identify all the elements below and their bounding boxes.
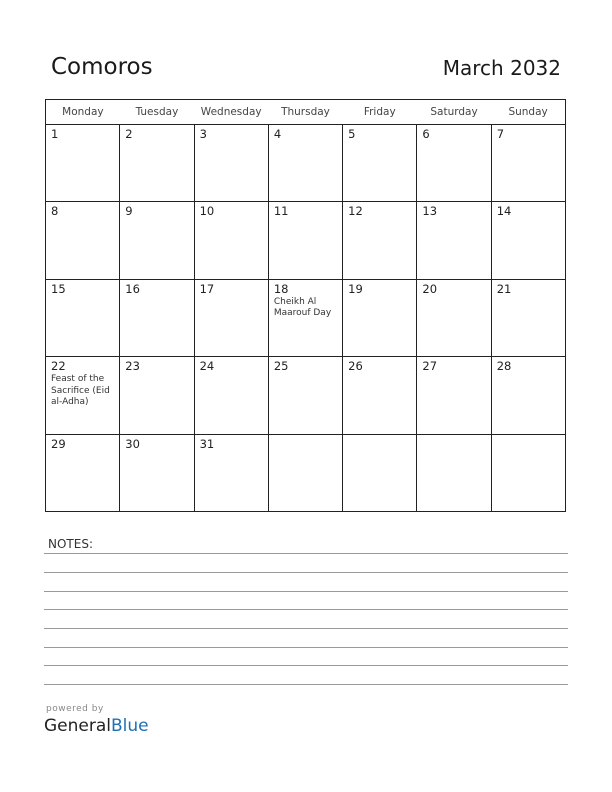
day-cell: [46, 357, 120, 434]
day-number: 28: [496, 359, 512, 374]
calendar-grid: [45, 99, 566, 512]
day-cell: [491, 125, 565, 202]
day-cell: [343, 202, 417, 279]
weekday-header: Monday: [46, 100, 120, 125]
day-cell: [491, 357, 565, 434]
weekday-header: Wednesday: [194, 100, 268, 125]
day-number: 9: [125, 204, 133, 219]
day-number: 3: [199, 127, 207, 141]
day-cell: [491, 202, 565, 279]
day-number: 14: [496, 204, 512, 219]
day-cell: [268, 125, 342, 202]
day-cell: [46, 202, 120, 279]
day-cell: [120, 357, 194, 434]
day-cell: [120, 125, 194, 202]
day-cell: [343, 434, 417, 511]
day-number: 23: [125, 359, 140, 374]
weekday-header: Saturday: [417, 100, 491, 125]
day-cell: [194, 202, 268, 279]
day-cell: [268, 357, 342, 434]
brand-blue: Blue: [111, 716, 149, 736]
day-cell: [343, 357, 417, 434]
powered-by-text: powered by: [46, 704, 104, 714]
notes-line: [44, 647, 568, 648]
country-title: Comoros: [51, 54, 153, 80]
day-number: 27: [422, 359, 438, 374]
day-cell: [491, 279, 565, 356]
day-cell: [46, 125, 120, 202]
month-title: March 2032: [442, 56, 561, 80]
day-cell: [491, 434, 565, 511]
week-row: [46, 357, 566, 434]
notes-label: NOTES:: [48, 537, 93, 551]
day-cell: [417, 202, 491, 279]
day-number: 6: [422, 127, 430, 141]
day-number: 29: [51, 436, 66, 451]
day-number: 25: [273, 359, 289, 374]
day-number: 31: [199, 436, 215, 451]
day-cell: [343, 279, 417, 356]
day-cell: [120, 279, 194, 356]
day-number: 19: [348, 281, 363, 296]
day-cell: [194, 125, 268, 202]
day-cell: [120, 434, 194, 511]
day-number: 13: [422, 204, 438, 219]
notes-line: [44, 609, 568, 610]
week-row: [46, 202, 566, 279]
week-row: [46, 125, 566, 202]
notes-line: [44, 684, 568, 685]
day-cell: [46, 434, 120, 511]
day-cell: [417, 357, 491, 434]
weekday-header: Friday: [343, 100, 417, 125]
day-number: 16: [125, 281, 140, 296]
notes-line: [44, 665, 568, 666]
day-number: 24: [199, 359, 215, 374]
day-cell: [417, 279, 491, 356]
weekday-header: Tuesday: [120, 100, 194, 125]
brand-logo: [44, 716, 149, 736]
day-number: 21: [496, 281, 512, 296]
day-cell: [46, 279, 120, 356]
day-cell: [268, 279, 342, 356]
weekday-header: Sunday: [491, 100, 565, 125]
day-number: 30: [125, 436, 140, 451]
day-cell: [268, 434, 342, 511]
holiday-label: Feast of the Sacrifice (Eid al-Adha): [51, 374, 110, 408]
day-number: 12: [348, 204, 363, 219]
day-number: 20: [422, 281, 438, 296]
week-row: [46, 279, 566, 356]
notes-line: [44, 572, 568, 573]
day-number: 15: [51, 281, 66, 296]
day-number: 22: [51, 359, 66, 374]
day-number: 18: [273, 281, 289, 296]
day-cell: [194, 357, 268, 434]
day-number: 7: [496, 127, 505, 141]
notes-line: [44, 553, 568, 554]
day-number: 2: [125, 127, 133, 141]
day-cell: [194, 434, 268, 511]
notes-line: [44, 591, 568, 592]
day-number: 26: [348, 359, 363, 374]
day-number: 10: [199, 204, 215, 219]
day-number: 8: [51, 204, 59, 219]
day-cell: [417, 434, 491, 511]
holiday-label: Cheikh Al Maarouf Day: [273, 296, 332, 319]
weekday-header: Thursday: [268, 100, 342, 125]
week-row: [46, 434, 566, 511]
day-number: 5: [348, 127, 356, 141]
day-cell: [343, 125, 417, 202]
day-cell: [194, 279, 268, 356]
day-number: 4: [273, 127, 282, 141]
day-cell: [120, 202, 194, 279]
weekday-header-row: [46, 100, 566, 125]
day-number: 1: [51, 127, 59, 141]
day-number: 17: [199, 281, 215, 296]
day-cell: [268, 202, 342, 279]
day-cell: [417, 125, 491, 202]
day-number: 11: [273, 204, 289, 219]
notes-line: [44, 628, 568, 629]
brand-general: General: [44, 716, 111, 736]
